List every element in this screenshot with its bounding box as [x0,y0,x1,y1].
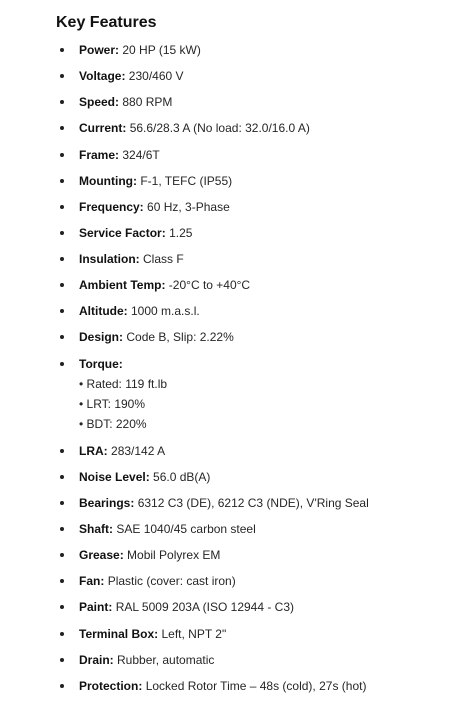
feature-value: Plastic (cover: cast iron) [107,574,236,588]
feature-value: F-1, TEFC (IP55) [140,174,233,188]
feature-label: Design: [79,330,124,344]
bullet-icon [60,257,64,261]
feature-label: LRA: [79,444,108,458]
feature-line [79,626,226,642]
feature-label: Grease: [79,548,124,562]
feature-line [79,147,160,163]
feature-line [79,329,234,345]
feature-line [79,469,210,485]
feature-label: Power: [79,43,120,57]
feature-value: Locked Rotor Time – 48s (cold), 27s (hot) [145,679,367,693]
bullet-icon [60,205,64,209]
feature-value: Class F [143,252,184,266]
feature-label: Mounting: [79,174,137,188]
feature-label: Frequency: [79,200,144,214]
feature-value: 20 HP (15 kW) [122,43,201,57]
bullet-icon [60,501,64,505]
bullet-icon [60,126,64,130]
feature-line [79,356,123,372]
feature-line [79,173,232,189]
bullet-icon [60,231,64,235]
feature-line [79,599,294,615]
bullet-icon [60,309,64,313]
feature-line [79,199,230,215]
feature-label: Noise Level: [79,470,150,484]
feature-value: SAE 1040/45 carbon steel [116,522,256,536]
feature-line [79,303,200,319]
feature-label: Shaft: [79,522,113,536]
feature-label: Fan: [79,574,105,588]
feature-line [79,251,184,267]
bullet-icon [60,100,64,104]
feature-label: Voltage: [79,69,126,83]
bullet-icon [60,335,64,339]
feature-sub-item: • LRT: 190% [79,397,146,411]
feature-value: Code B, Slip: 2.22% [126,330,234,344]
bullet-icon [60,475,64,479]
feature-label: Terminal Box: [79,627,159,641]
feature-label: Speed: [79,95,120,109]
feature-sub-item: • Rated: 119 ft.lb [79,377,168,391]
feature-label: Protection: [79,679,143,693]
bullet-icon [60,362,64,366]
bullet-icon [60,179,64,183]
bullet-icon [60,153,64,157]
feature-line [79,225,192,241]
feature-line [79,547,220,563]
feature-value: -20°C to +40°C [168,278,251,292]
feature-value: 1000 m.a.s.l. [131,304,200,318]
feature-sub-list [79,376,167,436]
feature-label: Ambient Temp: [79,278,166,292]
feature-label: Drain: [79,653,114,667]
feature-value: 56.0 dB(A) [153,470,211,484]
bullet-icon [60,449,64,453]
bullet-icon [60,527,64,531]
bullet-icon [60,684,64,688]
feature-line [79,120,310,136]
feature-value: 230/460 V [128,69,184,83]
feature-label: Current: [79,121,127,135]
feature-value: 283/142 A [111,444,166,458]
feature-value: 6312 C3 (DE), 6212 C3 (NDE), V'Ring Seal [137,496,369,510]
feature-label: Frame: [79,148,120,162]
bullet-icon [60,553,64,557]
feature-line [79,443,165,459]
feature-line [79,521,256,537]
feature-line [79,573,236,589]
feature-label: Insulation: [79,252,140,266]
feature-value: 880 RPM [122,95,173,109]
section-heading: Key Features [56,14,157,31]
bullet-icon [60,579,64,583]
feature-value: 60 Hz, 3-Phase [147,200,230,214]
feature-line [79,277,250,293]
feature-line [79,678,366,694]
feature-value: Mobil Polyrex EM [127,548,221,562]
bullet-icon [60,48,64,52]
feature-line [79,94,172,110]
feature-value: RAL 5009 203A (ISO 12944 - C3) [115,600,295,614]
feature-label: Torque: [79,357,123,371]
feature-value: Left, NPT 2" [161,627,227,641]
bullet-icon [60,74,64,78]
bullet-icon [60,658,64,662]
feature-sub-item: • BDT: 220% [79,417,147,431]
feature-line [79,42,201,58]
feature-line [79,68,184,84]
bullet-icon [60,283,64,287]
feature-value: Rubber, automatic [117,653,215,667]
feature-label: Service Factor: [79,226,166,240]
feature-label: Bearings: [79,496,135,510]
feature-label: Paint: [79,600,113,614]
feature-value: 56.6/28.3 A (No load: 32.0/16.0 A) [129,121,310,135]
feature-line [79,652,214,668]
bullet-icon [60,605,64,609]
feature-label: Altitude: [79,304,128,318]
bullet-icon [60,632,64,636]
feature-value: 324/6T [122,148,160,162]
feature-value: 1.25 [169,226,193,240]
feature-line [79,495,369,511]
